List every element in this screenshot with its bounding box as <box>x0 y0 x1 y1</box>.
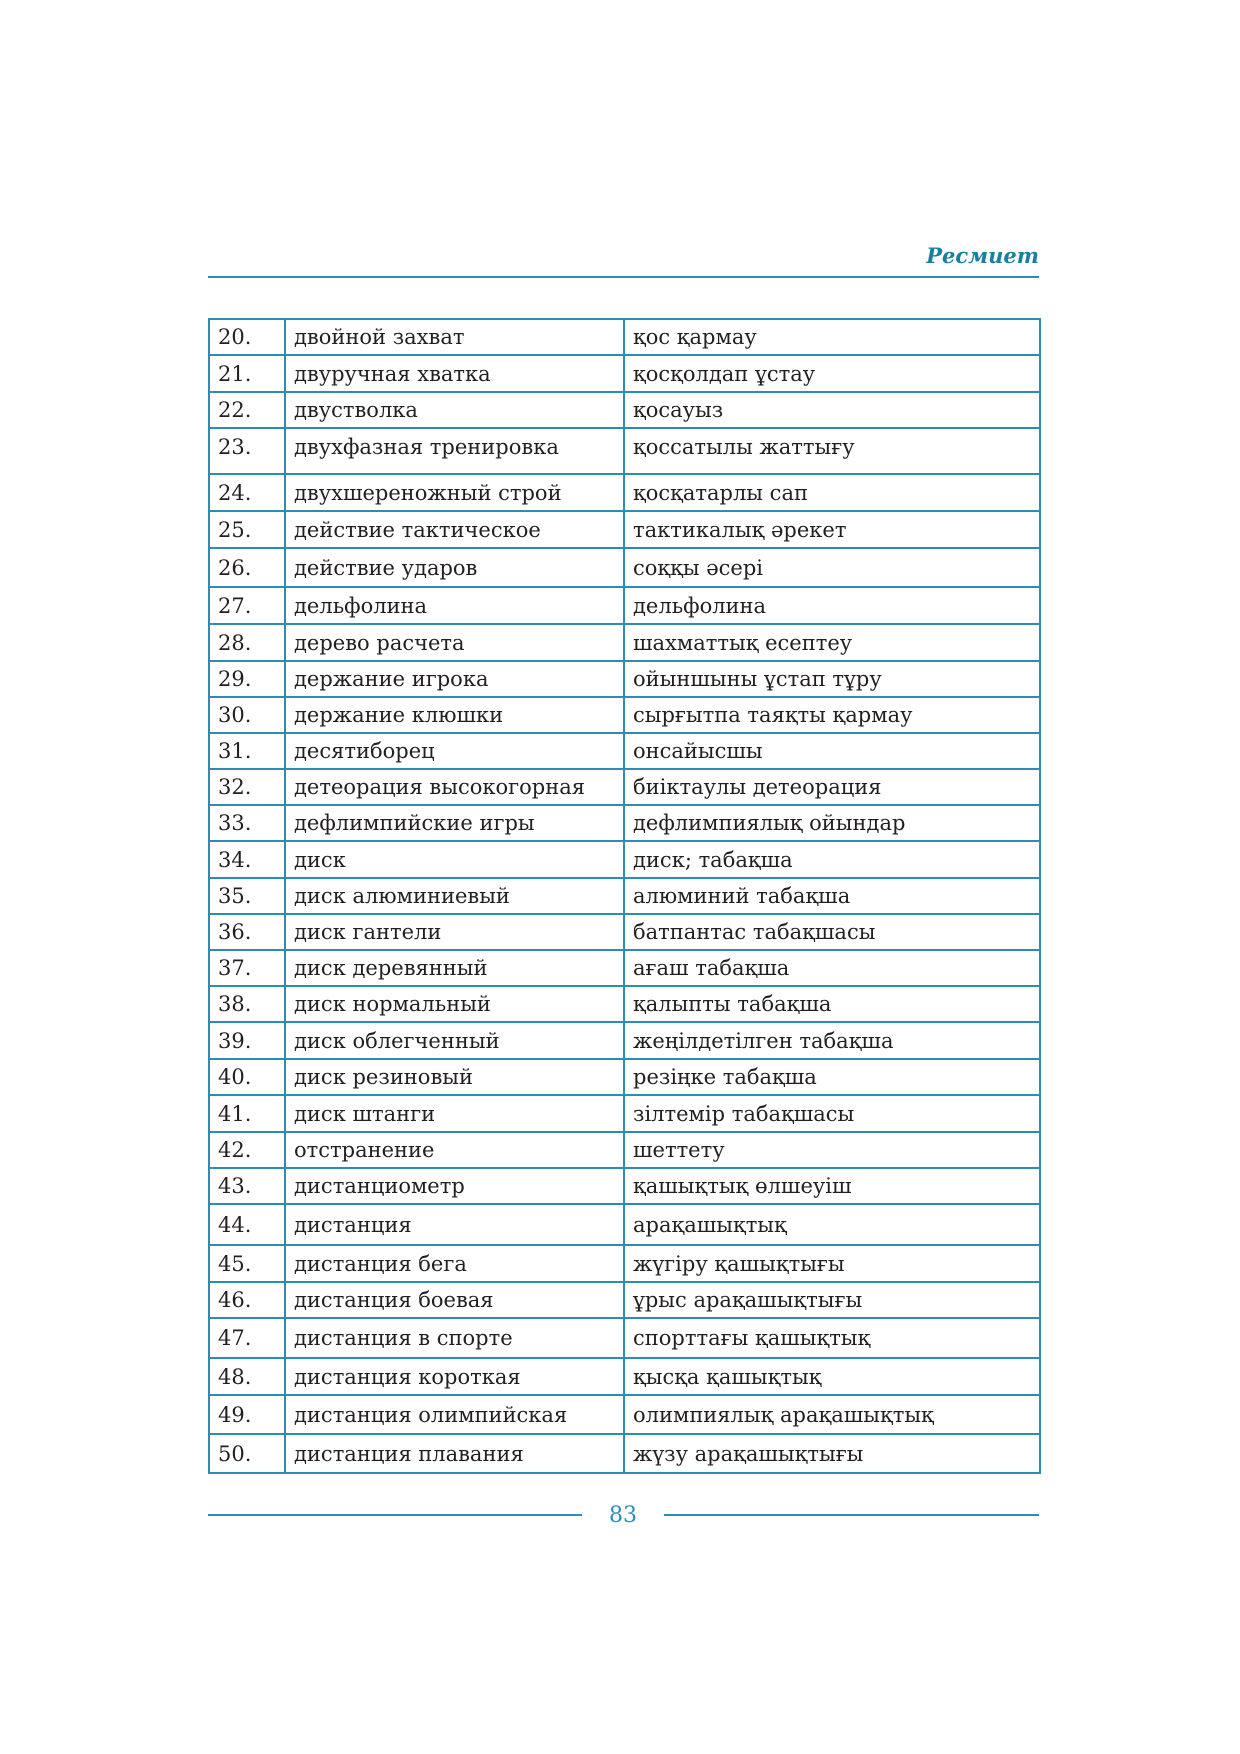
table-row <box>209 661 1040 697</box>
term-russian: держание игрока <box>285 661 624 697</box>
row-number: 30. <box>209 697 285 733</box>
term-russian: диск нормальный <box>285 986 624 1022</box>
term-kazakh: батпантас табақшасы <box>624 914 1040 950</box>
table-row <box>209 319 1040 355</box>
term-russian: дистанция олимпийская <box>285 1395 624 1434</box>
terms-table-body <box>209 319 1040 1473</box>
table-row <box>209 986 1040 1022</box>
table-row <box>209 624 1040 661</box>
row-number: 41. <box>209 1095 285 1132</box>
term-kazakh: қалыпты табақша <box>624 986 1040 1022</box>
term-russian: дистанция бега <box>285 1245 624 1282</box>
table-row <box>209 548 1040 587</box>
row-number: 46. <box>209 1282 285 1318</box>
row-number: 23. <box>209 428 285 474</box>
term-russian: держание клюшки <box>285 697 624 733</box>
term-kazakh: ойыншыны ұстап тұру <box>624 661 1040 697</box>
table-row <box>209 1395 1040 1434</box>
term-russian: десятиборец <box>285 733 624 769</box>
table-row <box>209 474 1040 511</box>
term-kazakh: жүгіру қашықтығы <box>624 1245 1040 1282</box>
row-number: 31. <box>209 733 285 769</box>
term-kazakh: онсайысшы <box>624 733 1040 769</box>
table-row <box>209 1095 1040 1132</box>
term-russian: дельфолина <box>285 587 624 624</box>
row-number: 44. <box>209 1204 285 1245</box>
row-number: 32. <box>209 769 285 805</box>
term-russian: дистанция в спорте <box>285 1318 624 1358</box>
table-row <box>209 587 1040 624</box>
term-kazakh: арақашықтық <box>624 1204 1040 1245</box>
row-number: 39. <box>209 1022 285 1059</box>
table-row <box>209 950 1040 986</box>
term-russian: двухфазная тренировка <box>285 428 624 474</box>
row-number: 33. <box>209 805 285 841</box>
term-russian: диск штанги <box>285 1095 624 1132</box>
row-number: 21. <box>209 355 285 392</box>
term-kazakh: зілтемір табақшасы <box>624 1095 1040 1132</box>
term-kazakh: ұрыс арақашықтығы <box>624 1282 1040 1318</box>
row-number: 50. <box>209 1434 285 1473</box>
table-row <box>209 1318 1040 1358</box>
table-row <box>209 841 1040 878</box>
term-kazakh: диск; табақша <box>624 841 1040 878</box>
table-row <box>209 428 1040 474</box>
term-kazakh: қосқолдап ұстау <box>624 355 1040 392</box>
table-row <box>209 392 1040 428</box>
term-kazakh: тактикалық әрекет <box>624 511 1040 548</box>
term-russian: действие тактическое <box>285 511 624 548</box>
term-russian: диск облегченный <box>285 1022 624 1059</box>
term-kazakh: жүзу арақашықтығы <box>624 1434 1040 1473</box>
row-number: 24. <box>209 474 285 511</box>
header-rule <box>208 276 1039 278</box>
terms-table <box>208 318 1041 1474</box>
table-row <box>209 1245 1040 1282</box>
term-kazakh: резіңке табақша <box>624 1059 1040 1095</box>
term-kazakh: олимпиялық арақашықтық <box>624 1395 1040 1434</box>
footer-rule-right <box>664 1514 1039 1516</box>
table-row <box>209 733 1040 769</box>
row-number: 49. <box>209 1395 285 1434</box>
row-number: 47. <box>209 1318 285 1358</box>
term-kazakh: қашықтық өлшеуіш <box>624 1168 1040 1204</box>
term-russian: двустволка <box>285 392 624 428</box>
term-russian: двойной захват <box>285 319 624 355</box>
footer-rule-left <box>208 1514 582 1516</box>
term-russian: дистанция плавания <box>285 1434 624 1473</box>
term-russian: дистанциометр <box>285 1168 624 1204</box>
table-row <box>209 769 1040 805</box>
term-kazakh: қосауыз <box>624 392 1040 428</box>
table-row <box>209 1358 1040 1395</box>
row-number: 25. <box>209 511 285 548</box>
term-kazakh: шахматтық есептеу <box>624 624 1040 661</box>
table-row <box>209 914 1040 950</box>
table-row <box>209 697 1040 733</box>
term-kazakh: ағаш табақша <box>624 950 1040 986</box>
term-russian: действие ударов <box>285 548 624 587</box>
term-kazakh: дельфолина <box>624 587 1040 624</box>
term-russian: двухшереножный строй <box>285 474 624 511</box>
term-russian: двуручная хватка <box>285 355 624 392</box>
term-kazakh: спорттағы қашықтық <box>624 1318 1040 1358</box>
row-number: 43. <box>209 1168 285 1204</box>
term-russian: диск резиновый <box>285 1059 624 1095</box>
page-number: 83 <box>609 1503 637 1528</box>
row-number: 29. <box>209 661 285 697</box>
row-number: 34. <box>209 841 285 878</box>
term-russian: детеорация высокогорная <box>285 769 624 805</box>
row-number: 35. <box>209 878 285 914</box>
row-number: 42. <box>209 1132 285 1168</box>
term-kazakh: қоссатылы жаттығу <box>624 428 1040 474</box>
row-number: 20. <box>209 319 285 355</box>
row-number: 22. <box>209 392 285 428</box>
term-kazakh: сырғытпа таяқты қармау <box>624 697 1040 733</box>
term-russian: дистанция короткая <box>285 1358 624 1395</box>
table-row <box>209 1022 1040 1059</box>
term-kazakh: қосқатарлы сап <box>624 474 1040 511</box>
term-kazakh: алюминий табақша <box>624 878 1040 914</box>
row-number: 45. <box>209 1245 285 1282</box>
table-row <box>209 1434 1040 1473</box>
term-russian: диск деревянный <box>285 950 624 986</box>
row-number: 38. <box>209 986 285 1022</box>
row-number: 48. <box>209 1358 285 1395</box>
row-number: 26. <box>209 548 285 587</box>
running-head-title: Ресмиет <box>926 243 1039 268</box>
table-row <box>209 355 1040 392</box>
row-number: 37. <box>209 950 285 986</box>
table-row <box>209 1132 1040 1168</box>
row-number: 36. <box>209 914 285 950</box>
term-russian: диск <box>285 841 624 878</box>
term-kazakh: қысқа қашықтық <box>624 1358 1040 1395</box>
table-row <box>209 1059 1040 1095</box>
row-number: 40. <box>209 1059 285 1095</box>
term-russian: дефлимпийские игры <box>285 805 624 841</box>
term-kazakh: дефлимпиялық ойындар <box>624 805 1040 841</box>
table-row <box>209 1204 1040 1245</box>
term-russian: диск алюминиевый <box>285 878 624 914</box>
term-kazakh: биіктаулы детеорация <box>624 769 1040 805</box>
term-russian: дерево расчета <box>285 624 624 661</box>
term-russian: дистанция боевая <box>285 1282 624 1318</box>
row-number: 28. <box>209 624 285 661</box>
term-kazakh: қос қармау <box>624 319 1040 355</box>
table-row <box>209 1168 1040 1204</box>
table-row <box>209 878 1040 914</box>
term-kazakh: соққы әсері <box>624 548 1040 587</box>
term-russian: диск гантели <box>285 914 624 950</box>
table-row <box>209 1282 1040 1318</box>
table-row <box>209 805 1040 841</box>
term-kazakh: шеттету <box>624 1132 1040 1168</box>
term-kazakh: жеңілдетілген табақша <box>624 1022 1040 1059</box>
row-number: 27. <box>209 587 285 624</box>
table-row <box>209 511 1040 548</box>
term-russian: дистанция <box>285 1204 624 1245</box>
term-russian: отстранение <box>285 1132 624 1168</box>
